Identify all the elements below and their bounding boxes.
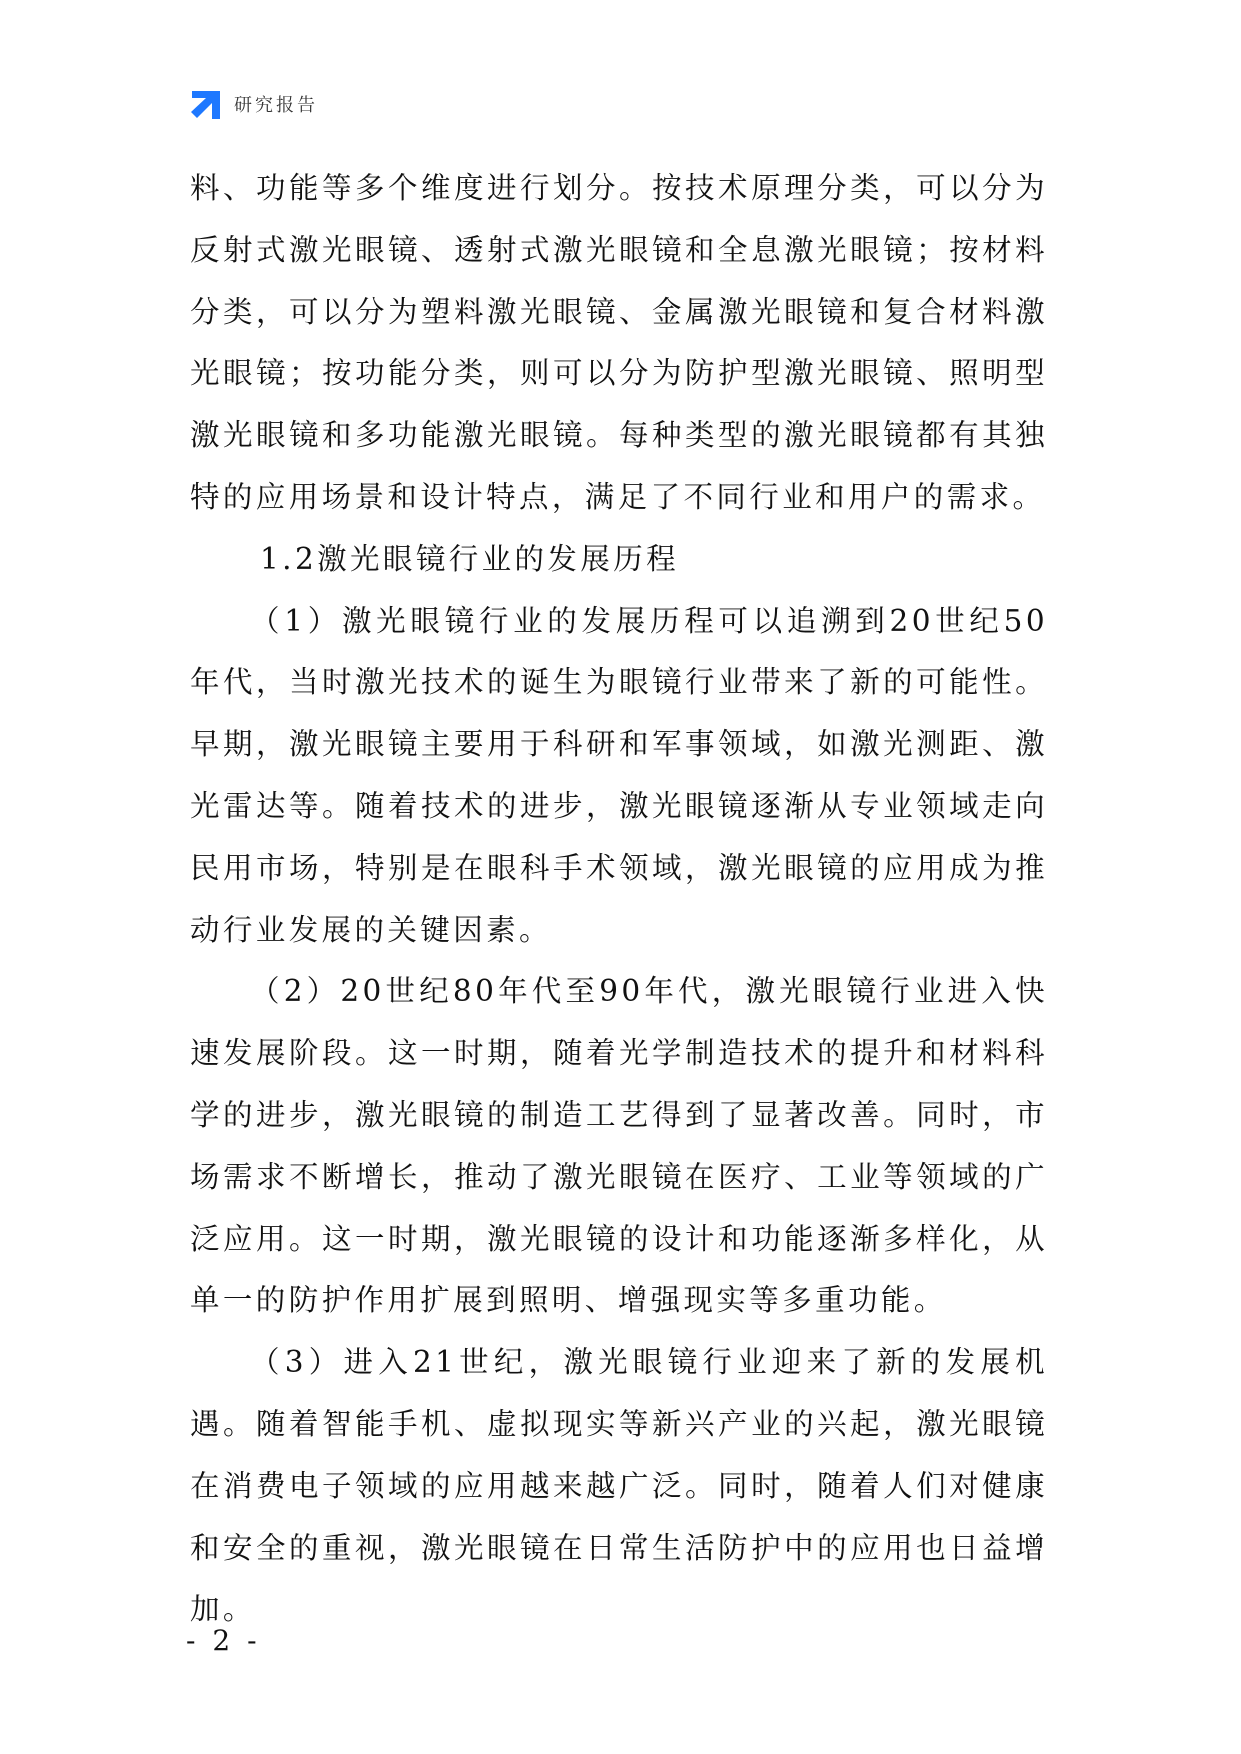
page-number: - 2 - — [186, 1624, 261, 1657]
arrow-up-right-icon — [190, 87, 224, 121]
header-title: 研究报告 — [234, 95, 318, 116]
paragraph-2: （2）20世纪80年代至90年代，激光眼镜行业进入快速发展阶段。这一时期，随着光学制造技术的提升和材料科学的进步，激光眼镜的制造工艺得到了显著改善。同时，市场需求不断增长，推动了激光眼镜在医疗、工业等领域的广泛应用。这一时期，激光眼镜的设计和功能逐渐多样化，从单一的防护作用扩展到照明、增强现实等多重功能。 — [190, 974, 1048, 1318]
page-header — [190, 86, 318, 122]
document-body — [190, 158, 1048, 1641]
paragraph-continuation: 料、功能等多个维度进行划分。按技术原理分类，可以分为反射式激光眼镜、透射式激光眼镜和全息激光眼镜；按材料分类，可以分为塑料激光眼镜、金属激光眼镜和复合材料激光眼镜；按功能分类，则可以分为防护型激光眼镜、照明型激光眼镜和多功能激光眼镜。每种类型的激光眼镜都有其独特的应用场景和设计特点，满足了不同行业和用户的需求。 — [190, 171, 1048, 514]
paragraph-1: （1）激光眼镜行业的发展历程可以追溯到20世纪50年代，当时激光技术的诞生为眼镜行业带来了新的可能性。早期，激光眼镜主要用于科研和军事领域，如激光测距、激光雷达等。随着技术的进步，激光眼镜逐渐从专业领域走向民用市场，特别是在眼科手术领域，激光眼镜的应用成为推动行业发展的关键因素。 — [190, 603, 1048, 947]
section-heading: 1.2激光眼镜行业的发展历程 — [260, 541, 680, 576]
paragraph-3: （3）进入21世纪，激光眼镜行业迎来了新的发展机遇。随着智能手机、虚拟现实等新兴产业的兴起，激光眼镜在消费电子领域的应用越来越广泛。同时，随着人们对健康和安全的重视，激光眼镜在日常生活防护中的应用也日益增加。 — [190, 1345, 1048, 1627]
